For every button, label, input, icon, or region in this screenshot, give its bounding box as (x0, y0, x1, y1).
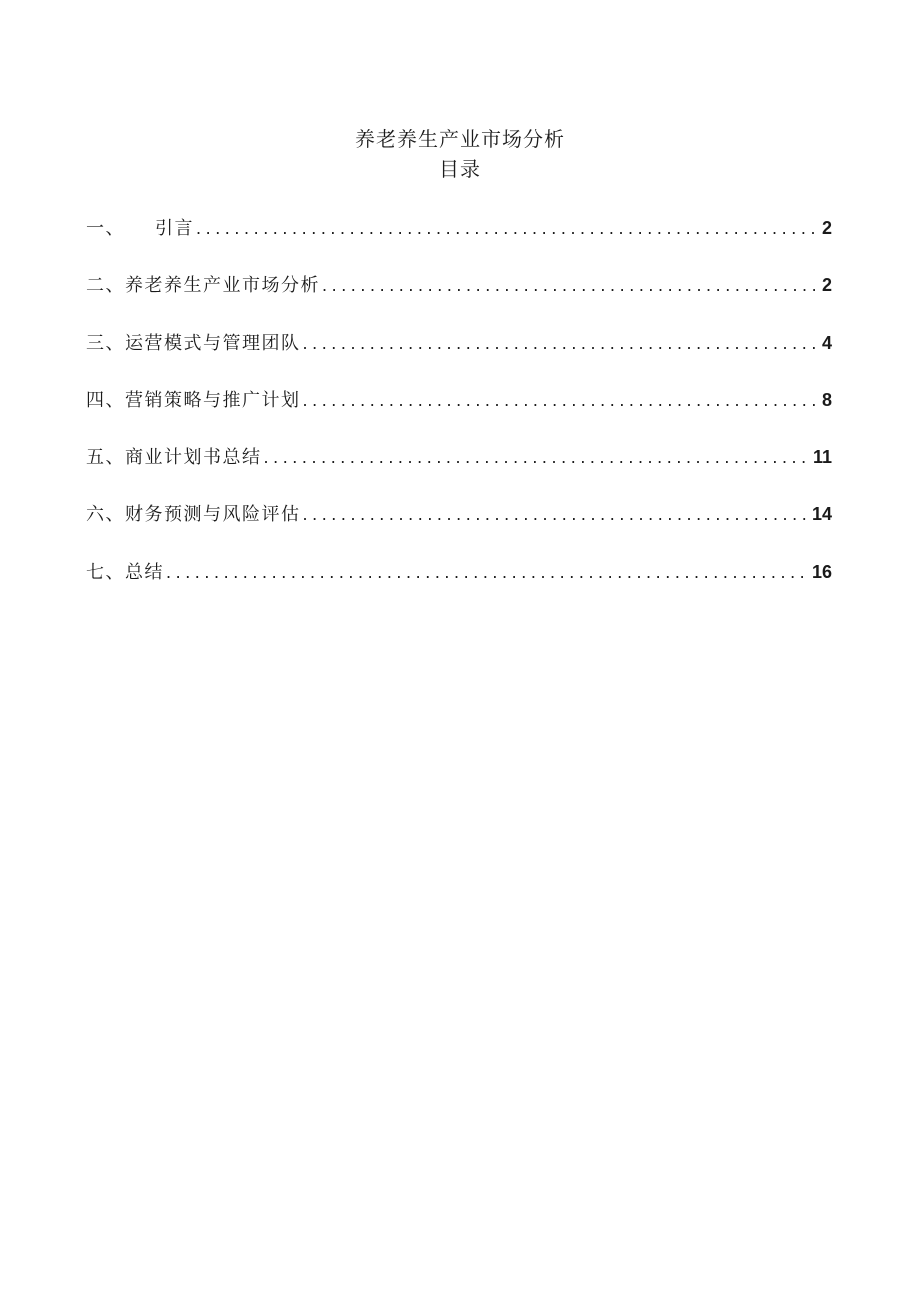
toc-dot-leader (322, 273, 820, 297)
toc-entry-page: 14 (811, 504, 832, 525)
toc-entry-page: 8 (821, 389, 832, 410)
toc-entry-label (86, 561, 164, 585)
toc-entry-text: 总结 (125, 561, 164, 583)
toc-heading: 目录 (439, 157, 481, 181)
toc-entry-label (86, 389, 301, 413)
toc-entry-page: 2 (821, 218, 832, 238)
toc-dot-leader (196, 216, 820, 240)
toc-entry-page: 16 (811, 561, 832, 582)
toc-entry-text: 引言 (155, 218, 194, 239)
toc-entry-page: 4 (821, 332, 832, 353)
toc-entry-label (86, 274, 320, 298)
toc-entry-number: 四、 (86, 389, 125, 411)
toc-entry[interactable] (86, 388, 832, 445)
toc-dot-leader (264, 445, 811, 469)
toc-entry-text: 财务预测与风险评估 (125, 504, 301, 526)
toc-dot-leader (303, 388, 820, 412)
toc-entry[interactable] (86, 273, 832, 330)
table-of-contents (86, 216, 832, 617)
toc-entry-text: 运营模式与管理团队 (125, 332, 301, 354)
toc-entry[interactable] (86, 331, 832, 388)
toc-entry-page: 11 (812, 447, 832, 468)
toc-entry[interactable] (86, 502, 832, 559)
toc-entry-text: 营销策略与推广计划 (125, 389, 301, 411)
toc-entry-number: 一、 (86, 218, 125, 239)
toc-dot-leader (303, 502, 810, 526)
toc-entry-label (86, 503, 301, 527)
document-title: 养老养生产业市场分析 (355, 127, 565, 151)
toc-dot-leader (303, 331, 820, 355)
toc-entry-label (86, 217, 194, 241)
toc-entry-label (86, 332, 301, 356)
toc-entry-page: 2 (821, 275, 832, 296)
toc-entry-number: 二、 (86, 275, 125, 297)
toc-dot-leader (166, 560, 810, 584)
toc-entry-number: 三、 (86, 332, 125, 354)
toc-entry-text: 养老养生产业市场分析 (125, 275, 320, 297)
toc-entry-number: 七、 (86, 561, 125, 583)
toc-entry[interactable] (86, 445, 832, 502)
toc-entry-label (86, 446, 262, 470)
toc-entry[interactable] (86, 216, 832, 273)
toc-entry-text: 商业计划书总结 (125, 447, 262, 469)
toc-entry[interactable] (86, 560, 832, 617)
toc-entry-number: 六、 (86, 504, 125, 526)
toc-entry-number: 五、 (86, 447, 125, 469)
